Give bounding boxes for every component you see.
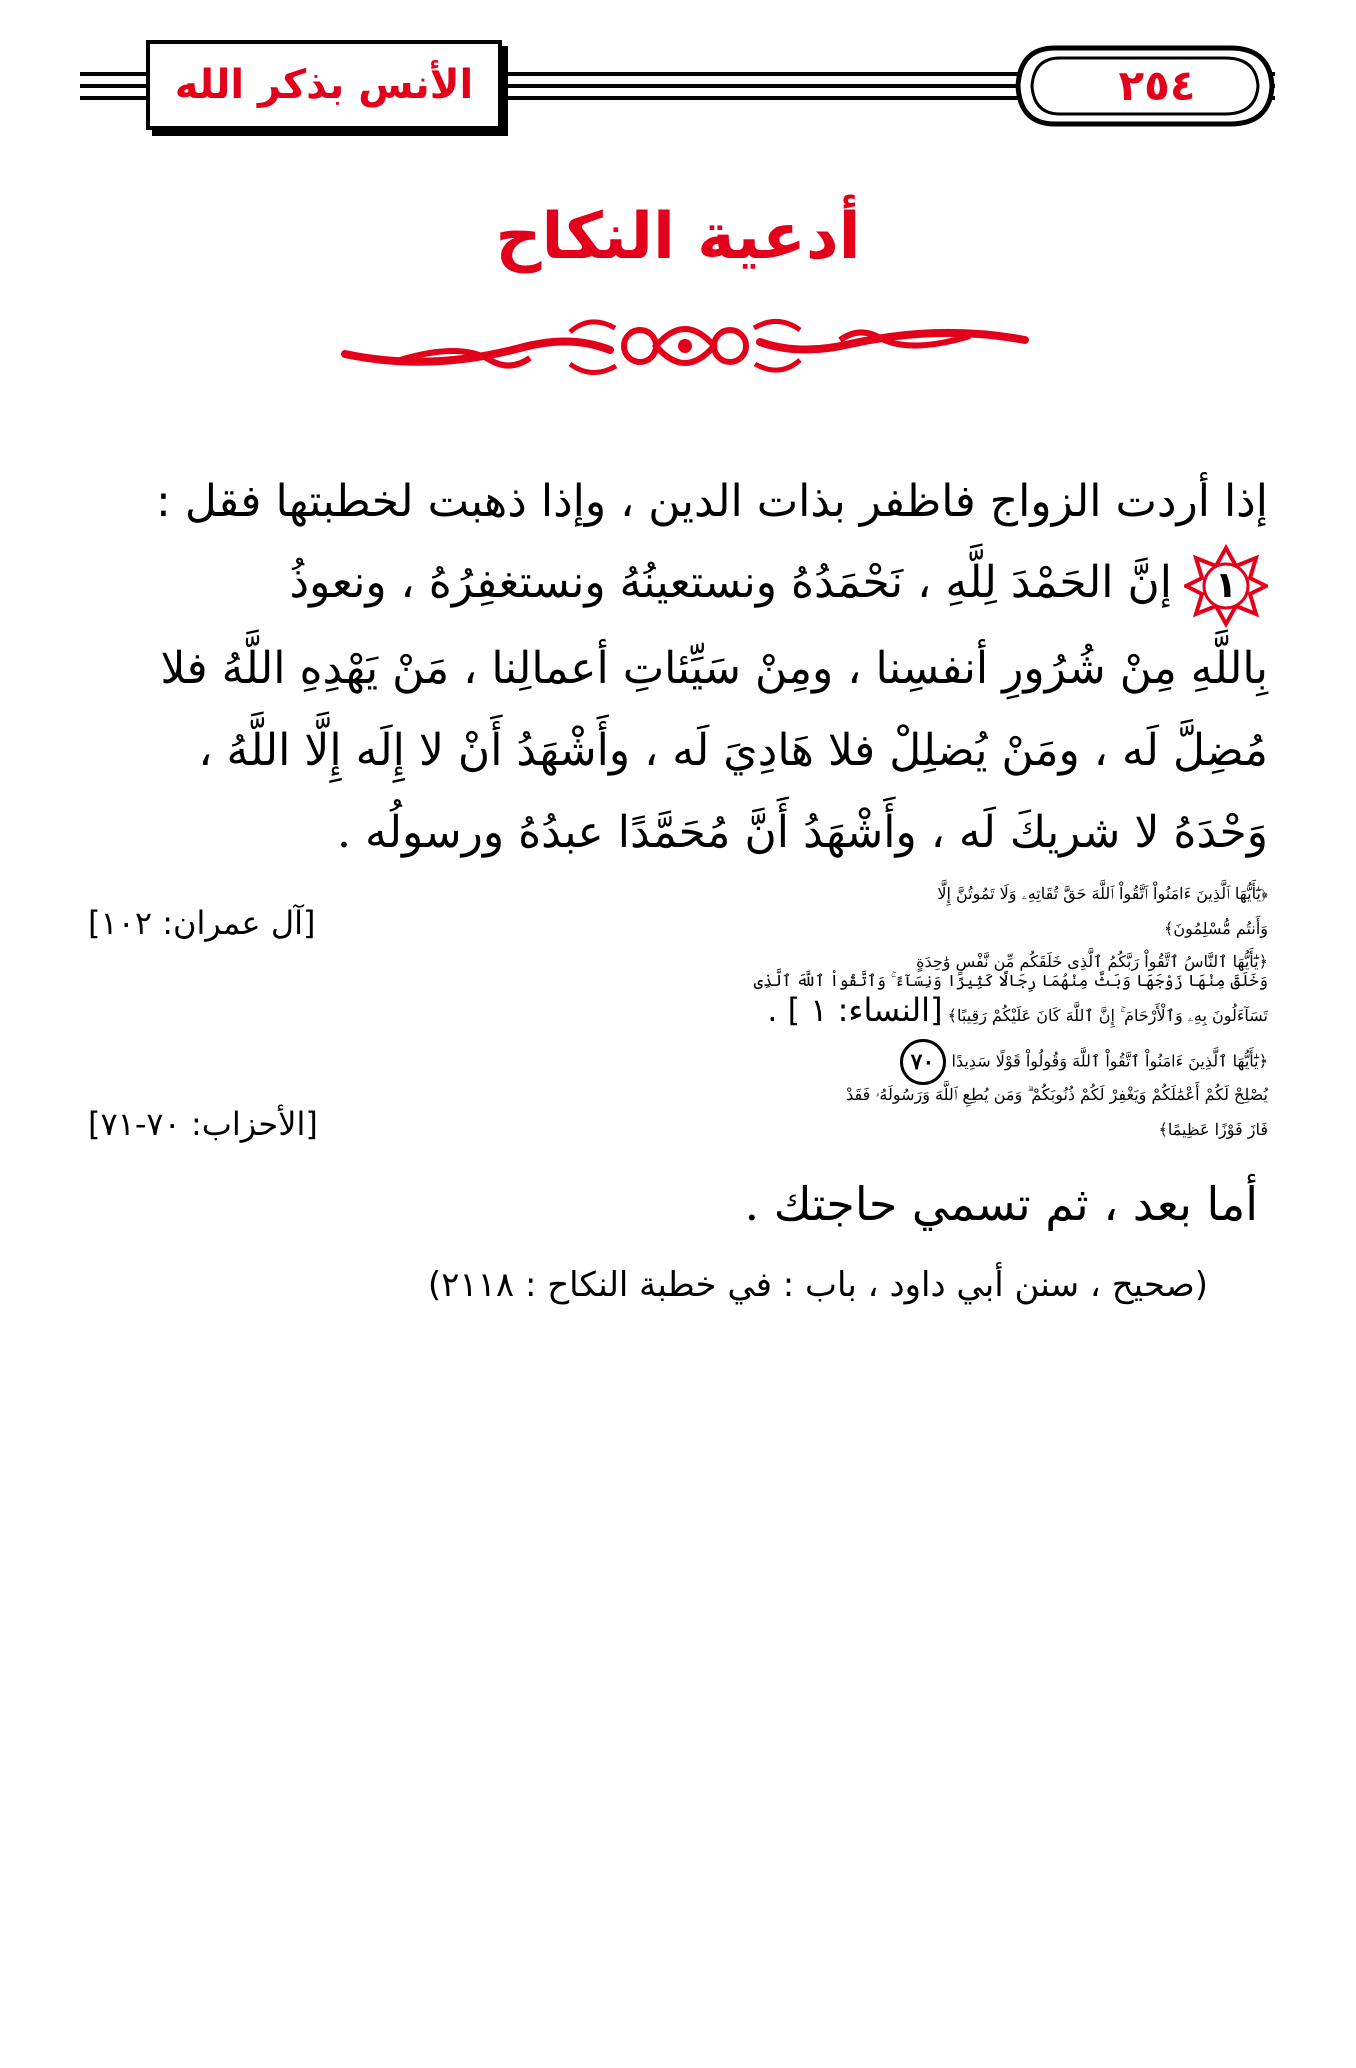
verse-2-line-2: وَخَلَقَ مِنْهَا زَوْجَهَا وَبَثَّ مِنْهُمَا رِجَالًا كَثِيرًا وَنِسَآءً ۚ وَٱتَّقُواْ ٱللَّهَ ٱلَّذِى [753,970,1268,990]
verse-block-1 [88,884,1268,942]
verse-2-line-3 [88,991,1268,1029]
verse-3-line-1-text: ﴿يَٰٓأَيُّهَا ٱلَّذِينَ ءَامَنُواْ ٱتَّقُواْ ٱللَّهَ وَقُولُواْ قَوْلًا سَدِيدًا [951,1051,1268,1070]
ayah-number-marker: ٧٠ [900,1039,946,1085]
section-title: أدعية النكاح [495,200,861,274]
verse-2-reference: [النساء: ١ ] . [767,990,943,1029]
book-title: الأنس بذكر الله [174,62,474,108]
dua-line-2: بِاللَّهِ مِنْ شُرُورِ أنفسِنا ، ومِنْ سَيِّئاتِ أعمالِنا ، مَنْ يَهْدِهِ اللَّهُ فلا [160,642,1268,694]
intro-text: إذا أردت الزواج فاظفر بذات الدين ، وإذا ذهبت لخطبتها فقل : [156,476,1268,527]
verse-1-line-1: ﴿يَٰٓأَيُّهَا ٱلَّذِينَ ءَامَنُواْ ٱتَّقُواْ ٱللَّهَ حَقَّ تُقَاتِهِۦ وَلَا تَمُوتُنَّ إِلَّا [937,883,1268,903]
verse-2-last-text: تَسَآءَلُونَ بِهِۦ وَٱلْأَرْحَامَ ۚ إِنَّ ٱللَّهَ كَانَ عَلَيْكُمْ رَقِيبًا﴾ [947,1005,1268,1025]
dua-line-3: مُضِلَّ لَه ، ومَنْ يُضلِلْ فلا هَادِيَ لَه ، وأَشْهَدُ أَنْ لا إِلَه إِلَّا اللَّهُ ، [198,724,1268,776]
verse-3-line-1 [88,1039,1268,1085]
page-content [88,462,1268,1315]
dua-number: ١ [1215,564,1237,606]
verse-1-reference: [آل عمران: ١٠٢] [88,903,316,942]
number-badge [1184,544,1268,628]
hadith-source: (صحيح ، سنن أبي داود ، باب : في خطبة النكاح : ٢١١٨) [427,1264,1208,1305]
book-title-box [146,40,502,130]
verse-2-line-1: ﴿يَٰٓأَيُّهَا ٱلنَّاسُ ٱتَّقُواْ رَبَّكُمُ ٱلَّذِى خَلَقَكُم مِّن نَّفْسٍ وَٰحِدَةٍ [916,951,1268,971]
ornament-divider [340,302,1030,382]
page-number: ٢٥٤ [1118,60,1196,110]
verse-3-last-text: فَازَ فَوْزًا عَظِيمًا﴾ [1158,1119,1268,1139]
verse-1-last-line [88,904,1268,942]
dua-line-1-text: إنَّ الحَمْدَ لِلَّهِ ، نَحْمَدُهُ ونستعينُهُ ونستغفِرُهُ ، ونعوذُ [289,557,1172,608]
verse-3-reference: [الأحزاب: ٧٠-٧١] [88,1104,318,1143]
dua-line-1 [88,542,1268,628]
verse-1-last-text: وَأَنتُم مُّسْلِمُونَ﴾ [1164,918,1268,938]
verse-block-3 [88,1039,1268,1143]
dua-line-4: وَحْدَهُ لا شريكَ لَه ، وأَشْهَدُ أَنَّ مُحَمَّدًا عبدُهُ ورسولُه . [337,806,1268,858]
verse-3-last-line [88,1105,1268,1143]
closing-text: أما بعد ، ثم تسمي حاجتك . [744,1176,1258,1231]
verse-block-2 [88,952,1268,1029]
verse-3-line-2: يُصْلِحْ لَكُمْ أَعْمَٰلَكُمْ وَيَغْفِرْ لَكُمْ ذُنُوبَكُمْ ۗ وَمَن يُطِعِ ٱللَّهَ وَرَسُولَهُۥ فَقَدْ [846,1084,1268,1104]
dua-block [88,542,1268,874]
page-header [80,36,1275,136]
